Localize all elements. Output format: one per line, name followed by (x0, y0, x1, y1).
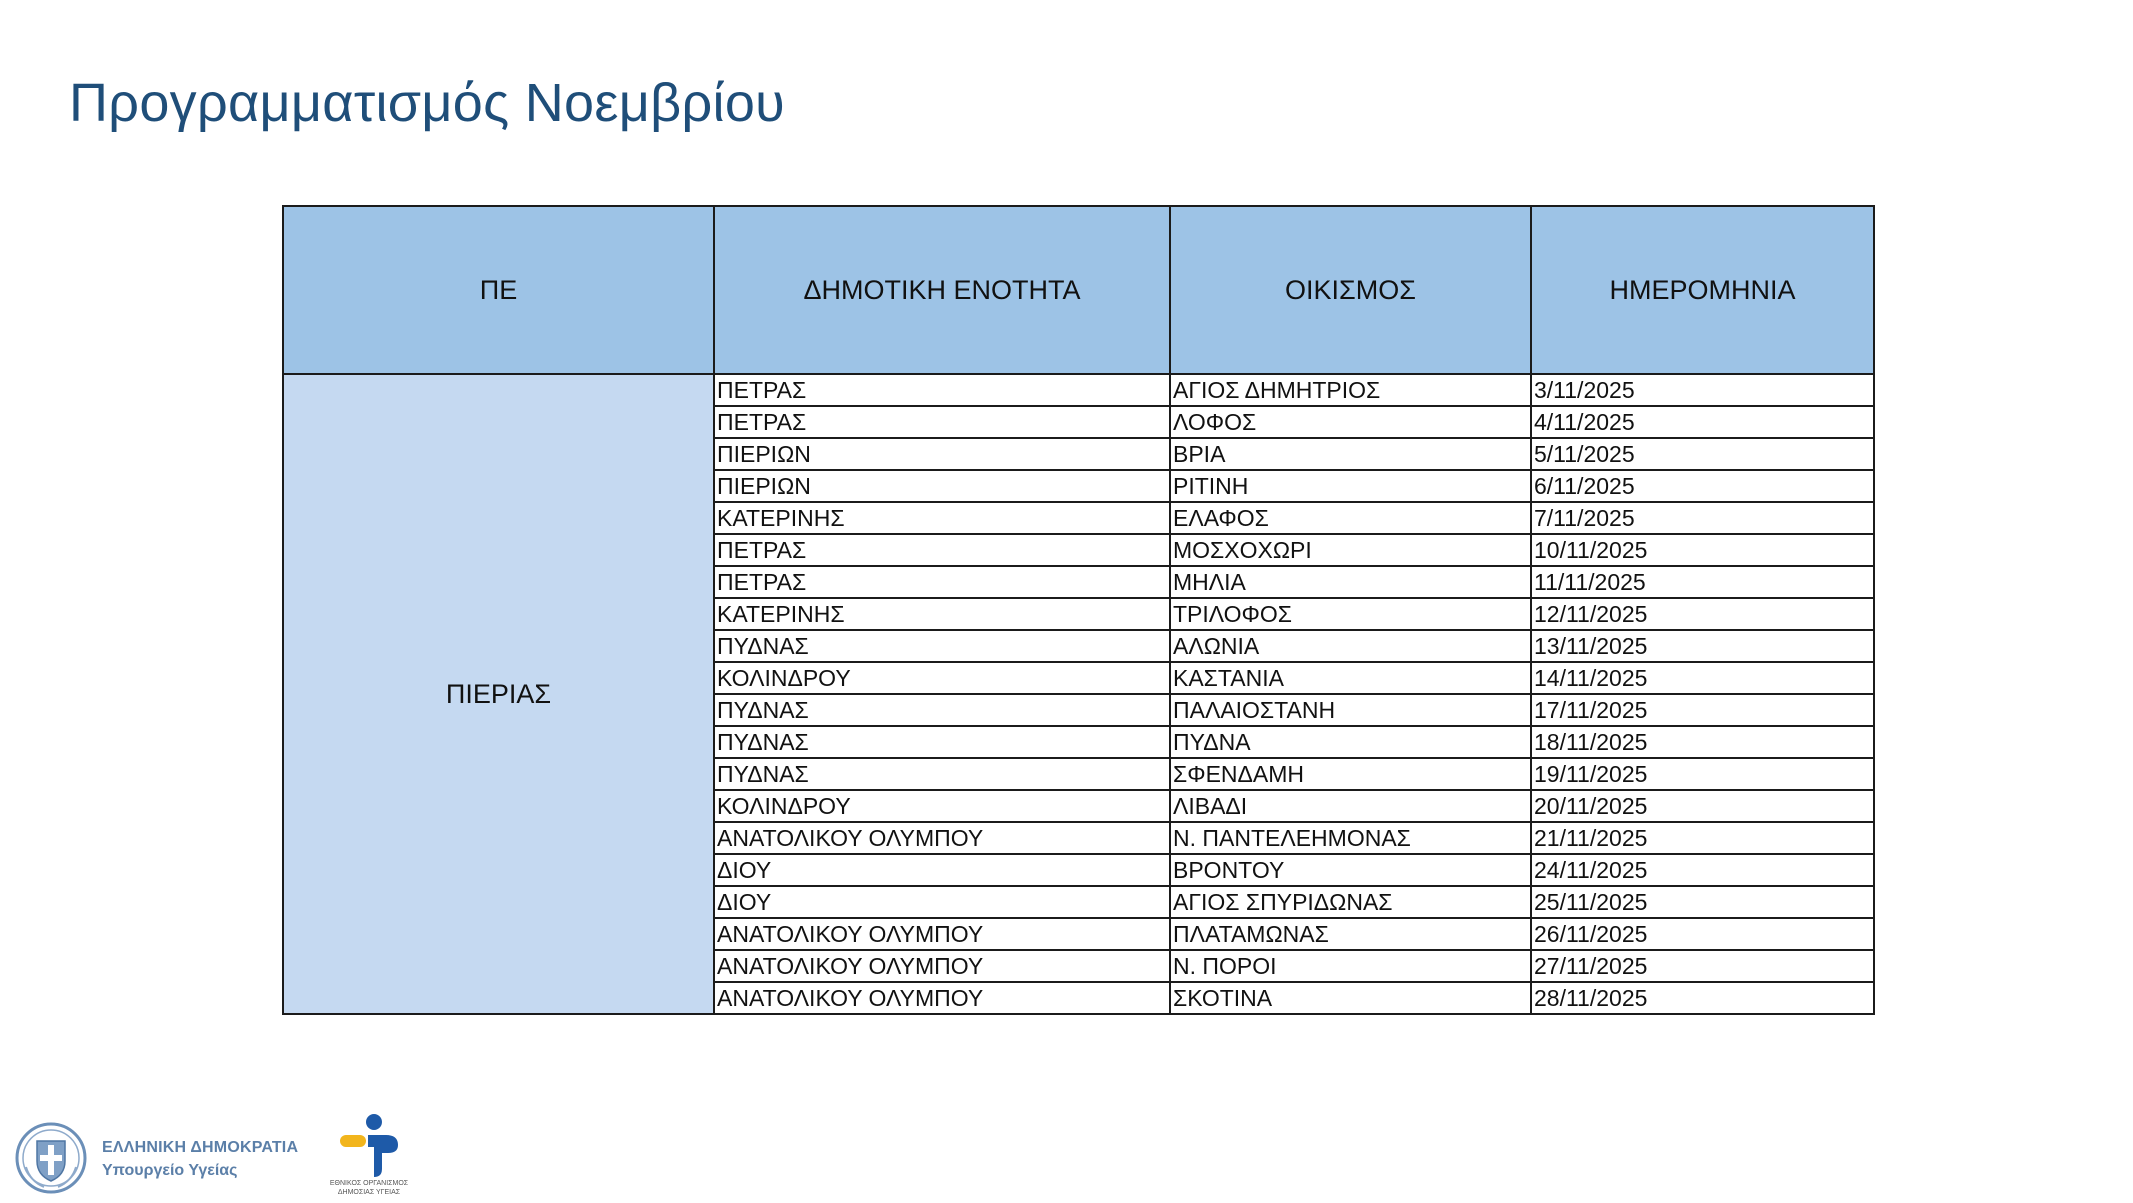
municipal-unit-cell: ΠΕΤΡΑΣ (714, 406, 1170, 438)
date-cell: 4/11/2025 (1531, 406, 1874, 438)
page-title: Προγραμματισμός Νοεμβρίου (69, 73, 786, 133)
date-cell: 13/11/2025 (1531, 630, 1874, 662)
date-cell: 28/11/2025 (1531, 982, 1874, 1014)
settlement-cell: ΚΑΣΤΑΝΙΑ (1170, 662, 1531, 694)
municipal-unit-cell: ΠΥΔΝΑΣ (714, 758, 1170, 790)
schedule-table (282, 205, 1875, 1015)
column-header-municipal-unit: ΔΗΜΟΤΙΚΗ ΕΝΟΤΗΤΑ (714, 206, 1170, 374)
municipal-unit-cell: ΠΕΤΡΑΣ (714, 534, 1170, 566)
date-cell: 17/11/2025 (1531, 694, 1874, 726)
municipal-unit-cell: ΑΝΑΤΟΛΙΚΟΥ ΟΛΥΜΠΟΥ (714, 918, 1170, 950)
date-cell: 18/11/2025 (1531, 726, 1874, 758)
municipal-unit-cell: ΚΑΤΕΡΙΝΗΣ (714, 502, 1170, 534)
republic-name: ΕΛΛΗΝΙΚΗ ΔΗΜΟΚΡΑΤΙΑ (102, 1139, 299, 1156)
municipal-unit-cell: ΑΝΑΤΟΛΙΚΟΥ ΟΛΥΜΠΟΥ (714, 950, 1170, 982)
settlement-cell: ΠΑΛΑΙΟΣΤΑΝΗ (1170, 694, 1531, 726)
ministry-text (102, 1139, 298, 1180)
date-cell: 10/11/2025 (1531, 534, 1874, 566)
date-cell: 5/11/2025 (1531, 438, 1874, 470)
date-cell: 14/11/2025 (1531, 662, 1874, 694)
settlement-cell: ΠΥΔΝΑ (1170, 726, 1531, 758)
date-cell: 3/11/2025 (1531, 374, 1874, 406)
settlement-cell: ΣΦΕΝΔΑΜΗ (1170, 758, 1531, 790)
municipal-unit-cell: ΑΝΑΤΟΛΙΚΟΥ ΟΛΥΜΠΟΥ (714, 982, 1170, 1014)
settlement-cell: ΤΡΙΛΟΦΟΣ (1170, 598, 1531, 630)
eody-logo (324, 1113, 414, 1203)
settlement-cell: ΡΙΤΙΝΗ (1170, 470, 1531, 502)
settlement-cell: ΠΛΑΤΑΜΩΝΑΣ (1170, 918, 1531, 950)
date-cell: 24/11/2025 (1531, 854, 1874, 886)
settlement-cell: ΒΡΙΑ (1170, 438, 1531, 470)
municipal-unit-cell: ΚΟΛΙΝΔΡΟΥ (714, 662, 1170, 694)
region-cell: ΠΙΕΡΙΑΣ (283, 374, 714, 1014)
date-cell: 6/11/2025 (1531, 470, 1874, 502)
eody-text-line2: ΔΗΜΟΣΙΑΣ ΥΓΕΙΑΣ (337, 1189, 401, 1196)
date-cell: 21/11/2025 (1531, 822, 1874, 854)
municipal-unit-cell: ΠΙΕΡΙΩΝ (714, 470, 1170, 502)
column-header-settlement: ΟΙΚΙΣΜΟΣ (1170, 206, 1531, 374)
municipal-unit-cell: ΠΥΔΝΑΣ (714, 694, 1170, 726)
column-header-date: ΗΜΕΡΟΜΗΝΙΑ (1531, 206, 1874, 374)
settlement-cell: ΛΟΦΟΣ (1170, 406, 1531, 438)
settlement-cell: ΑΓΙΟΣ ΔΗΜΗΤΡΙΟΣ (1170, 374, 1531, 406)
date-cell: 7/11/2025 (1531, 502, 1874, 534)
settlement-cell: ΣΚΟΤΙΝΑ (1170, 982, 1531, 1014)
date-cell: 26/11/2025 (1531, 918, 1874, 950)
date-cell: 20/11/2025 (1531, 790, 1874, 822)
settlement-cell: Ν. ΠΑΝΤΕΛΕΗΜΟΝΑΣ (1170, 822, 1531, 854)
settlement-cell: ΑΛΩΝΙΑ (1170, 630, 1531, 662)
table-row (283, 374, 1874, 406)
eody-text (324, 1179, 414, 1197)
settlement-cell: Ν. ΠΟΡΟΙ (1170, 950, 1531, 982)
eody-logo-icon (338, 1113, 402, 1179)
municipal-unit-cell: ΠΥΔΝΑΣ (714, 726, 1170, 758)
municipal-unit-cell: ΔΙΟΥ (714, 854, 1170, 886)
ministry-name: Υπουργείο Υγείας (102, 1162, 238, 1179)
settlement-cell: ΜΟΣΧΟΧΩΡΙ (1170, 534, 1531, 566)
municipal-unit-cell: ΠΙΕΡΙΩΝ (714, 438, 1170, 470)
municipal-unit-cell: ΚΟΛΙΝΔΡΟΥ (714, 790, 1170, 822)
municipal-unit-cell: ΚΑΤΕΡΙΝΗΣ (714, 598, 1170, 630)
settlement-cell: ΒΡΟΝΤΟΥ (1170, 854, 1531, 886)
table-header-row (283, 206, 1874, 374)
eody-text-line1: ΕΘΝΙΚΟΣ ΟΡΓΑΝΙΣΜΟΣ (329, 1180, 409, 1187)
column-header-pe: ΠΕ (283, 206, 714, 374)
municipal-unit-cell: ΑΝΑΤΟΛΙΚΟΥ ΟΛΥΜΠΟΥ (714, 822, 1170, 854)
date-cell: 11/11/2025 (1531, 566, 1874, 598)
municipal-unit-cell: ΔΙΟΥ (714, 886, 1170, 918)
municipal-unit-cell: ΠΥΔΝΑΣ (714, 630, 1170, 662)
hellenic-republic-emblem-icon (14, 1121, 88, 1195)
settlement-cell: ΑΓΙΟΣ ΣΠΥΡΙΔΩΝΑΣ (1170, 886, 1531, 918)
table-body (283, 374, 1874, 1014)
municipal-unit-cell: ΠΕΤΡΑΣ (714, 566, 1170, 598)
settlement-cell: ΛΙΒΑΔΙ (1170, 790, 1531, 822)
date-cell: 19/11/2025 (1531, 758, 1874, 790)
date-cell: 25/11/2025 (1531, 886, 1874, 918)
settlement-cell: ΜΗΛΙΑ (1170, 566, 1531, 598)
municipal-unit-cell: ΠΕΤΡΑΣ (714, 374, 1170, 406)
date-cell: 27/11/2025 (1531, 950, 1874, 982)
footer (14, 1113, 414, 1203)
settlement-cell: ΕΛΑΦΟΣ (1170, 502, 1531, 534)
date-cell: 12/11/2025 (1531, 598, 1874, 630)
